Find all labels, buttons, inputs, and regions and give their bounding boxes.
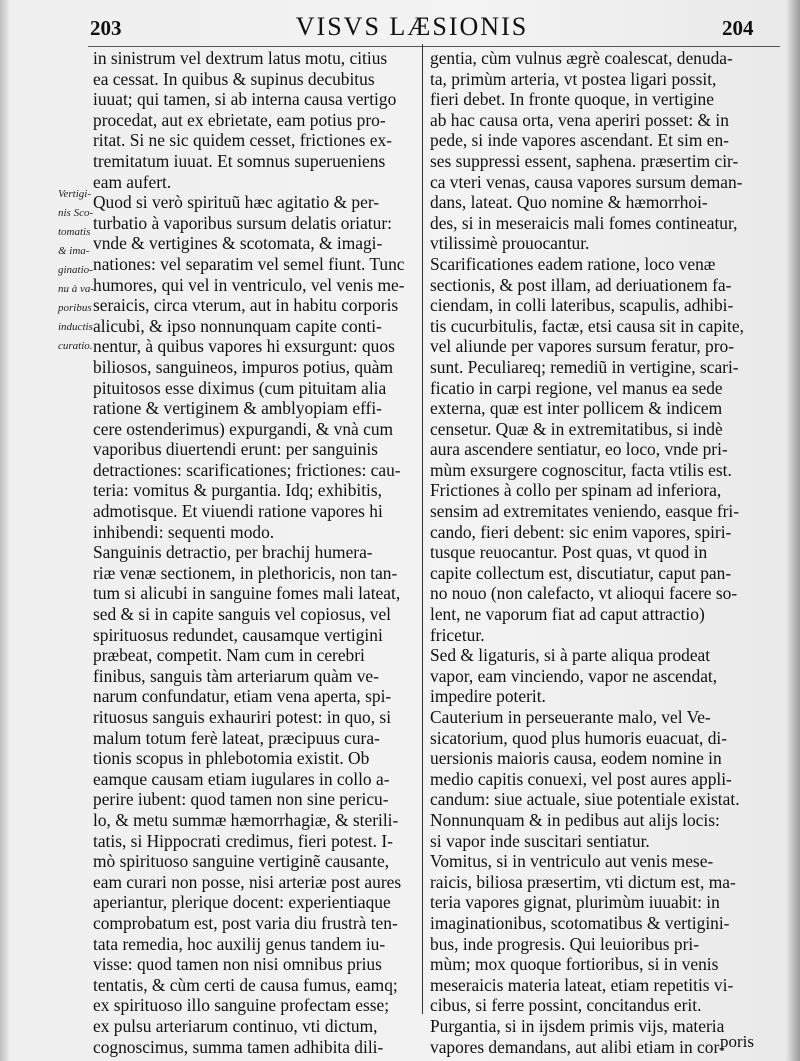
marginal-note	[58, 185, 95, 356]
text-line: sed & si in capite sanguis vel copiosus, vel	[93, 604, 392, 625]
right-column-text	[430, 48, 777, 1057]
text-line: teria: vomitus & purgantia. Idq; exhibitis,	[93, 480, 383, 501]
marginal-note-line: tomatis	[58, 226, 91, 238]
text-line: ritat. Si ne sic quidem cesset, frictiones ex-	[93, 130, 392, 151]
text-line: meseraicis materia lateat, etiam repetitis vi-	[430, 974, 734, 995]
marginal-note-line: nu à va-	[58, 283, 95, 295]
text-line: tatis, si Hippocrati credimus, fieri potest. I-	[93, 830, 393, 851]
marginal-note-line: nis Sco-	[58, 207, 94, 219]
text-line: sectionis, & post illam, ad deriuationem fa-	[430, 274, 732, 295]
text-line: tata remedia, hoc auxilij genus tandem iu-	[93, 933, 386, 954]
text-line: Scarificationes eadem ratione, loco venæ	[430, 253, 716, 274]
text-line: eam curari non posse, nisi arteriæ post aures	[93, 871, 402, 892]
text-line: spirituosus redundet, causamque vertigini	[93, 624, 383, 645]
text-line: externa, quæ est inter pollicem & indicem	[430, 398, 723, 419]
text-line: comprobatum est, post varia diu frustrà ten-	[93, 912, 398, 933]
text-line: tusque reuocantur. Post quas, vt quod in	[430, 542, 708, 563]
text-line: cere ostenderimus) expurgandi, & vnà cum	[93, 418, 394, 439]
text-line: medio capitis conuexi, vel post aures appli-	[430, 768, 732, 789]
text-line: vtilissimè prouocantur.	[430, 233, 590, 254]
text-line: ex pulsu arteriarum continuo, vti dictum,	[93, 1015, 378, 1036]
text-line: impedire poterit.	[430, 686, 546, 707]
page-number-left: 203	[90, 16, 122, 40]
text-line: tentatis, & cùm certi de causa fumus, eamq;	[93, 974, 398, 995]
text-line: procedat, aut ex ebrietate, eam potius pro-	[93, 109, 386, 130]
text-line: vnde & vertigines & scotomata, & imagi-	[93, 233, 383, 254]
marginal-note-line: ginatio-	[58, 264, 93, 276]
text-line: biliosos, sanguineos, impuros potius, quàm	[93, 356, 393, 377]
text-line: sensim ad extremitates veniendo, easque fri-	[430, 501, 740, 522]
text-line: detractiones: scarificationes; frictiones: cau-	[93, 459, 401, 480]
text-line: nentur, à quibus vapores hi exsurgunt: quos	[93, 336, 395, 357]
text-line: inhibendi: sequenti modo.	[93, 521, 275, 542]
text-line: vapores demandans, aut alibi etiam in cor-	[430, 1036, 725, 1057]
running-title: VISVS LÆSIONIS	[295, 12, 529, 41]
text-line: raicis, biliosa præsertim, vti dictum est, ma-	[430, 871, 736, 892]
text-line: alicubi, & ipso nonnunquam capite conti-	[93, 315, 382, 336]
page-number-right: 204	[722, 16, 754, 40]
text-line: Sed & ligaturis, si à parte aliqua prodeat	[430, 645, 711, 666]
text-line: Vomitus, si in ventriculo aut venis mese-	[430, 851, 714, 872]
text-line: iuuat; qui tamen, si ab interna causa vertigo	[93, 89, 397, 110]
text-line: pede, si inde vapores ascendant. Et sim en-	[430, 130, 729, 151]
text-line: Sanguinis detractio, per brachij humera-	[93, 542, 373, 563]
text-line: fieri debet. In fronte quoque, in vertigine	[430, 89, 714, 110]
marginal-note-line: inductis	[58, 321, 93, 333]
text-line: Nonnunquam & in pedibus aut alijs locis:	[430, 809, 720, 830]
text-line: aura ascendere sentiatur, eo loco, vnde pri-	[430, 439, 728, 460]
text-line: eam aufert.	[93, 171, 172, 192]
header-rule	[88, 46, 780, 47]
text-line: narum confundatur, etiam vena aperta, spi-	[93, 686, 392, 707]
text-line: turbatio à vaporibus sursum delatis oriatur:	[93, 212, 392, 233]
text-line: rituosus sanguis exhauriri potest: in quo, si	[93, 707, 392, 727]
text-line: tis cucurbitulis, factæ, etsi causa sit in capite,	[430, 315, 744, 336]
text-line: des, si in meseraicis mali fomes contineatur,	[430, 212, 738, 233]
text-line: tremitatum iuuat. Et somnus superueniens	[93, 150, 386, 171]
text-line: vel aliunde per vapores sursum feratur, pro-	[430, 336, 735, 357]
column-divider	[422, 44, 423, 1014]
text-line: cognoscimus, summa tamen adhibita dili-	[93, 1036, 384, 1057]
text-line: eamque causam etiam iugulares in collo a-	[93, 768, 390, 789]
text-line: finibus, sanguis tàm arteriarum quàm ve-	[93, 665, 379, 686]
text-line: ficatio in carpi regione, vel manus ea sede	[430, 377, 723, 398]
text-line: mùm; mox quoque fortioribus, si in venis	[430, 954, 719, 975]
text-line: admotisque. Et viuendi ratione vapores hi	[93, 501, 383, 522]
text-line: bus, inde progresis. Qui leuioribus pri-	[430, 933, 700, 954]
text-line: Frictiones à collo per spinam ad inferiora,	[430, 480, 722, 501]
text-line: aperiantur, plerique docent: experientiaque	[93, 892, 391, 913]
left-column-text	[93, 48, 418, 1057]
text-line: capite collectum est, discutiatur, caput pan-	[430, 562, 732, 583]
marginal-note-line: & ima-	[58, 245, 90, 257]
text-line: sicatorium, quod plus humoris euacuat, di-	[430, 727, 728, 748]
text-line: malum totum ferè lateat, præcipuus cura-	[93, 727, 380, 748]
text-line: Quod si verò spirituũ hæc agitatio & per-	[93, 192, 380, 213]
text-line: dans, lateat. Quo nomine & hæmorrhoi-	[430, 192, 708, 213]
text-line: ratione & vertiginem & amblyopiam effi-	[93, 398, 382, 419]
text-line: humores, qui vel in ventriculo, vel venis me-	[93, 274, 405, 295]
text-line: visse: quod tamen non nisi omnibus prius	[93, 954, 382, 975]
text-line: ca vteri venas, causa vapores sursum deman-	[430, 171, 743, 192]
text-line: teria vapores gignat, plurimùm iuuabit: in	[430, 892, 720, 913]
text-line: cibus, si ferre possint, concitandus erit.	[430, 995, 702, 1016]
text-line: ta, primùm arteria, vt postea ligari possit,	[430, 68, 717, 89]
catchword: poris	[720, 1032, 754, 1051]
text-line: gentia, cùm vulnus ægrè coalescat, denuda-	[430, 48, 733, 68]
text-line: censetur. Quæ & in extremitatibus, si indè	[430, 418, 723, 439]
text-line: in sinistrum vel dextrum latus motu, citius	[93, 48, 388, 68]
text-line: seraicis, circa vterum, aut in habitu corporis	[93, 295, 399, 316]
page-edge-shadow	[786, 0, 800, 1061]
text-line: ea cessat. In quibus & supinus decubitus	[93, 68, 375, 89]
text-line: vapor, eam vinciendo, vapor ne ascendat,	[430, 665, 718, 686]
text-line: cando, fieri debent: sic enim vapores, spiri-	[430, 521, 732, 542]
text-line: ses suppressi essent, saphena. præsertim cir-	[430, 150, 739, 171]
text-line: si vapor inde suscitari sentiatur.	[430, 830, 650, 851]
text-line: no nouo (non calefacto, vt alioqui facere so-	[430, 583, 738, 604]
text-line: imaginationibus, scotomatibus & vertigini-	[430, 912, 730, 933]
text-line: fricetur.	[430, 624, 485, 645]
page-header	[0, 0, 800, 44]
text-line: riæ venæ sectionem, in plethoricis, non tan-	[93, 562, 398, 583]
text-line: tionis scopus in phlebotomia existit. Ob	[93, 748, 370, 769]
text-line: præbeat, competit. Nam cum in cerebri	[93, 645, 365, 666]
marginal-note-line: Vertigi-	[58, 188, 91, 200]
text-line: perire iubent: quod tamen non sine pericu-	[93, 789, 389, 810]
text-line: ciendam, in colli lateribus, scapulis, adhibi-	[430, 295, 734, 316]
marginal-note-line: poribus	[58, 302, 92, 314]
text-line: ex spirituoso illo sanguine profectam esse;	[93, 995, 390, 1016]
text-line: vaporibus diuertendi erunt: per sanguinis	[93, 439, 378, 460]
text-line: candum: siue actuale, siue potentiale existat.	[430, 789, 740, 810]
text-line: tum si alicubi in sanguine fomes mali lateat,	[93, 583, 401, 604]
text-line: mò spirituoso sanguine vertiginẽ causante,	[93, 851, 390, 872]
text-line: sunt. Peculiareq; remediũ in vertigine, scari-	[430, 356, 739, 377]
text-line: Cauterium in perseuerante malo, vel Ve-	[430, 707, 711, 727]
text-line: mùm exsurgere cognoscitur, facta vtilis est.	[430, 459, 732, 480]
marginal-note-line: curatio.	[58, 340, 93, 352]
text-line: pituitosos esse diximus (cum pituitam alia	[93, 377, 387, 398]
text-line: Purgantia, si in ijsdem primis vijs, materia	[430, 1015, 725, 1036]
text-line: nationes: vel separatim vel semel fiunt. Tunc	[93, 253, 405, 274]
text-line: ab hac causa orta, vena aperiri posset: & in	[430, 109, 729, 130]
text-line: lo, & metu summæ hæmorrhagiæ, & sterili-	[93, 809, 399, 830]
text-line: uersionis maioris causa, eodem nomine in	[430, 748, 722, 769]
text-line: lent, ne vaporum fiat ad caput attractio)	[430, 604, 705, 625]
